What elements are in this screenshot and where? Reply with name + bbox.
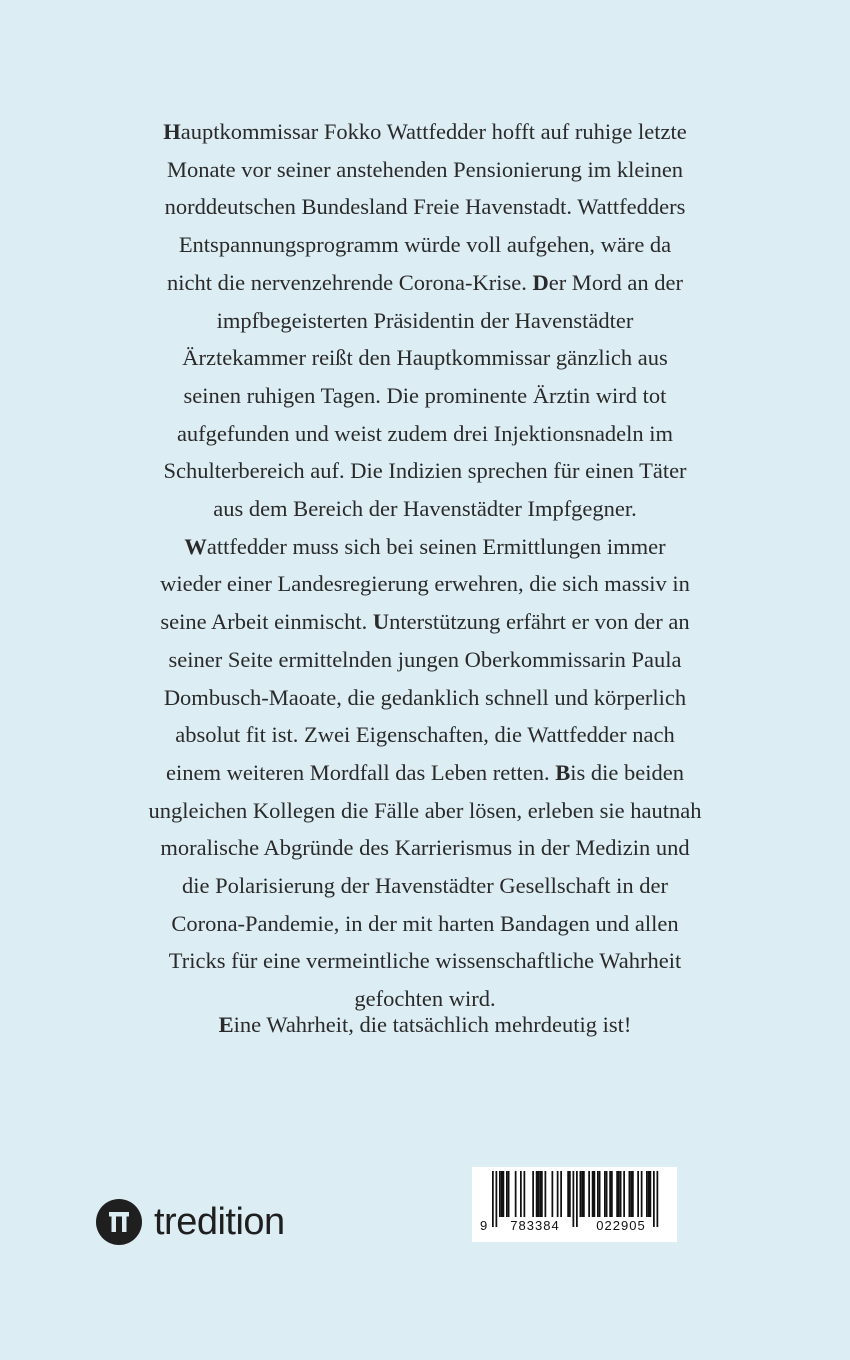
tagline-text: ine Wahrheit, die tatsächlich mehrdeutig ist!	[233, 1012, 632, 1037]
blurb-line	[95, 829, 755, 867]
tagline	[95, 1006, 755, 1044]
barcode-bar	[506, 1171, 508, 1217]
blurb-text: Ärztekammer reißt den Hauptkommissar gänzlich aus	[182, 345, 668, 371]
blurb-text: auptkommissar Fokko Wattfedder hofft auf ruhige letzte	[180, 119, 687, 144]
blurb-initial: H	[163, 119, 181, 144]
blurb-text: Entspannungsprogramm würde voll aufgehen, wäre da	[178, 232, 672, 258]
barcode-right-digits: 022905	[596, 1218, 646, 1233]
publisher-logo	[96, 1198, 285, 1246]
blurb-line	[95, 226, 755, 264]
blurb-text: ungleichen Kollegen die Fälle aber lösen, erleben sie hautnah	[148, 797, 702, 823]
blurb-text: die Polarisierung der Havenstädter Gesellschaft in der	[181, 873, 669, 899]
barcode-bar	[646, 1171, 648, 1217]
blurb-line	[95, 302, 755, 340]
blurb-line	[95, 339, 755, 377]
blurb-text: seiner Seite ermittelnden jungen Oberkommissarin Paula	[168, 646, 682, 672]
blurb-text: impfbegeisterten Präsidentin der Havenstädter	[216, 307, 634, 333]
barcode-bar	[520, 1171, 522, 1217]
blurb-text: seine Arbeit einmischt.	[160, 609, 373, 635]
barcode-bar	[515, 1171, 517, 1217]
barcode-bar	[594, 1171, 596, 1217]
barcode-bar	[637, 1171, 639, 1217]
tredition-logo-icon	[96, 1199, 142, 1245]
barcode-bar	[557, 1171, 559, 1217]
barcode-bar	[648, 1171, 650, 1217]
blurb-text: nterstützung erfährt er von der an	[389, 609, 690, 635]
barcode-left-digits: 783384	[510, 1218, 560, 1233]
blurb-line	[95, 867, 755, 905]
blurb-text: seinen ruhigen Tagen. Die prominente Ärztin wird tot	[183, 382, 667, 408]
blurb-line	[95, 113, 755, 151]
barcode-bar	[641, 1171, 643, 1217]
blurb-line	[95, 377, 755, 415]
blurb-text: Corona-Pandemie, in der mit harten Bandagen und allen	[171, 910, 679, 936]
barcode-bar	[524, 1171, 526, 1217]
barcode-bar	[580, 1171, 582, 1217]
barcode-bar	[538, 1171, 540, 1217]
blurb-line	[95, 679, 755, 717]
blurb-line	[95, 905, 755, 943]
barcode-bar	[492, 1171, 494, 1227]
publisher-name: tredition	[154, 1201, 285, 1243]
blurb-text: nicht die nervenzehrende Corona-Krise.	[166, 269, 533, 295]
blurb-text: wieder einer Landesregierung erwehren, die sich massiv in	[160, 571, 690, 597]
barcode-bar	[650, 1171, 652, 1217]
barcode-bar	[508, 1171, 510, 1217]
blurb-line	[95, 603, 755, 641]
blurb-initial: B	[555, 759, 571, 785]
blurb-line	[95, 415, 755, 453]
blurb-text: attfedder muss sich bei seinen Ermittlungen immer	[206, 533, 666, 559]
blurb-text: Tricks für eine vermeintliche wissenschaftliche Wahrheit	[168, 948, 682, 974]
barcode-bar	[588, 1171, 590, 1217]
blurb-line	[95, 528, 755, 566]
blurb-line	[95, 151, 755, 189]
blurb-text: er Mord an der	[548, 269, 684, 295]
barcode-bar	[581, 1171, 583, 1217]
back-cover-blurb	[95, 113, 755, 1018]
barcode-bar	[532, 1171, 534, 1217]
blurb-text: norddeutschen Bundesland Freie Havenstadt. Wattfedders	[164, 194, 686, 220]
barcode-bar	[501, 1171, 503, 1217]
barcode-bar	[609, 1171, 611, 1217]
barcode-bar	[606, 1171, 608, 1217]
barcode-bar	[620, 1171, 622, 1217]
barcode-bar	[597, 1171, 599, 1217]
blurb-text: einem weiteren Mordfall das Leben retten.	[166, 759, 556, 785]
blurb-line	[95, 716, 755, 754]
blurb-text: is die beiden	[570, 759, 684, 785]
blurb-line	[95, 754, 755, 792]
barcode-bar	[541, 1171, 543, 1217]
barcode-bar	[632, 1171, 634, 1217]
barcode-bar	[599, 1171, 601, 1217]
barcode-bar	[569, 1171, 571, 1217]
barcode-first-digit: 9	[480, 1218, 488, 1233]
barcode-bar	[567, 1171, 569, 1217]
blurb-text: Schulterbereich auf. Die Indizien sprechen für einen Täter	[163, 458, 687, 484]
barcode-bar	[618, 1171, 620, 1217]
blurb-line	[95, 264, 755, 302]
barcode-bar	[592, 1171, 594, 1217]
blurb-line	[95, 565, 755, 603]
barcode-bar	[552, 1171, 554, 1217]
isbn-barcode	[472, 1167, 677, 1242]
barcode-bar	[536, 1171, 538, 1217]
barcode-bar	[616, 1171, 618, 1217]
blurb-text: aufgefunden und weist zudem drei Injektionsnadeln im	[176, 420, 674, 446]
blurb-initial: D	[532, 269, 549, 295]
barcode-bar	[611, 1171, 613, 1217]
blurb-text: aus dem Bereich der Havenstädter Impfgegner.	[213, 496, 637, 522]
blurb-line	[95, 792, 755, 830]
barcode-bar	[583, 1171, 585, 1217]
blurb-initial: W	[184, 533, 207, 559]
barcode-bar	[623, 1171, 625, 1217]
barcode-bar	[576, 1171, 578, 1227]
barcode-bar	[499, 1171, 501, 1217]
blurb-line	[95, 490, 755, 528]
barcode-bar	[539, 1171, 541, 1217]
blurb-line	[95, 188, 755, 226]
tagline-initial: E	[218, 1012, 234, 1037]
barcode-bar	[604, 1171, 606, 1217]
blurb-text: Monate vor seiner anstehenden Pensionierung im kleinen	[166, 156, 684, 182]
barcode-bar	[503, 1171, 505, 1217]
blurb-line	[95, 942, 755, 980]
barcode-bar	[630, 1171, 632, 1217]
blurb-line	[95, 452, 755, 490]
blurb-text: absolut fit ist. Zwei Eigenschaften, die Wattfedder nach	[175, 722, 675, 748]
blurb-line	[95, 641, 755, 679]
blurb-text: Dombusch-Maoate, die gedanklich schnell und körperlich	[163, 684, 687, 710]
barcode-bar	[560, 1171, 562, 1217]
blurb-text: moralische Abgründe des Karrierismus in der Medizin und	[160, 835, 690, 861]
blurb-initial: U	[372, 609, 390, 635]
barcode-bar	[629, 1171, 631, 1217]
blurb-text: gefochten wird.	[354, 986, 496, 1012]
barcode-bar	[545, 1171, 547, 1217]
